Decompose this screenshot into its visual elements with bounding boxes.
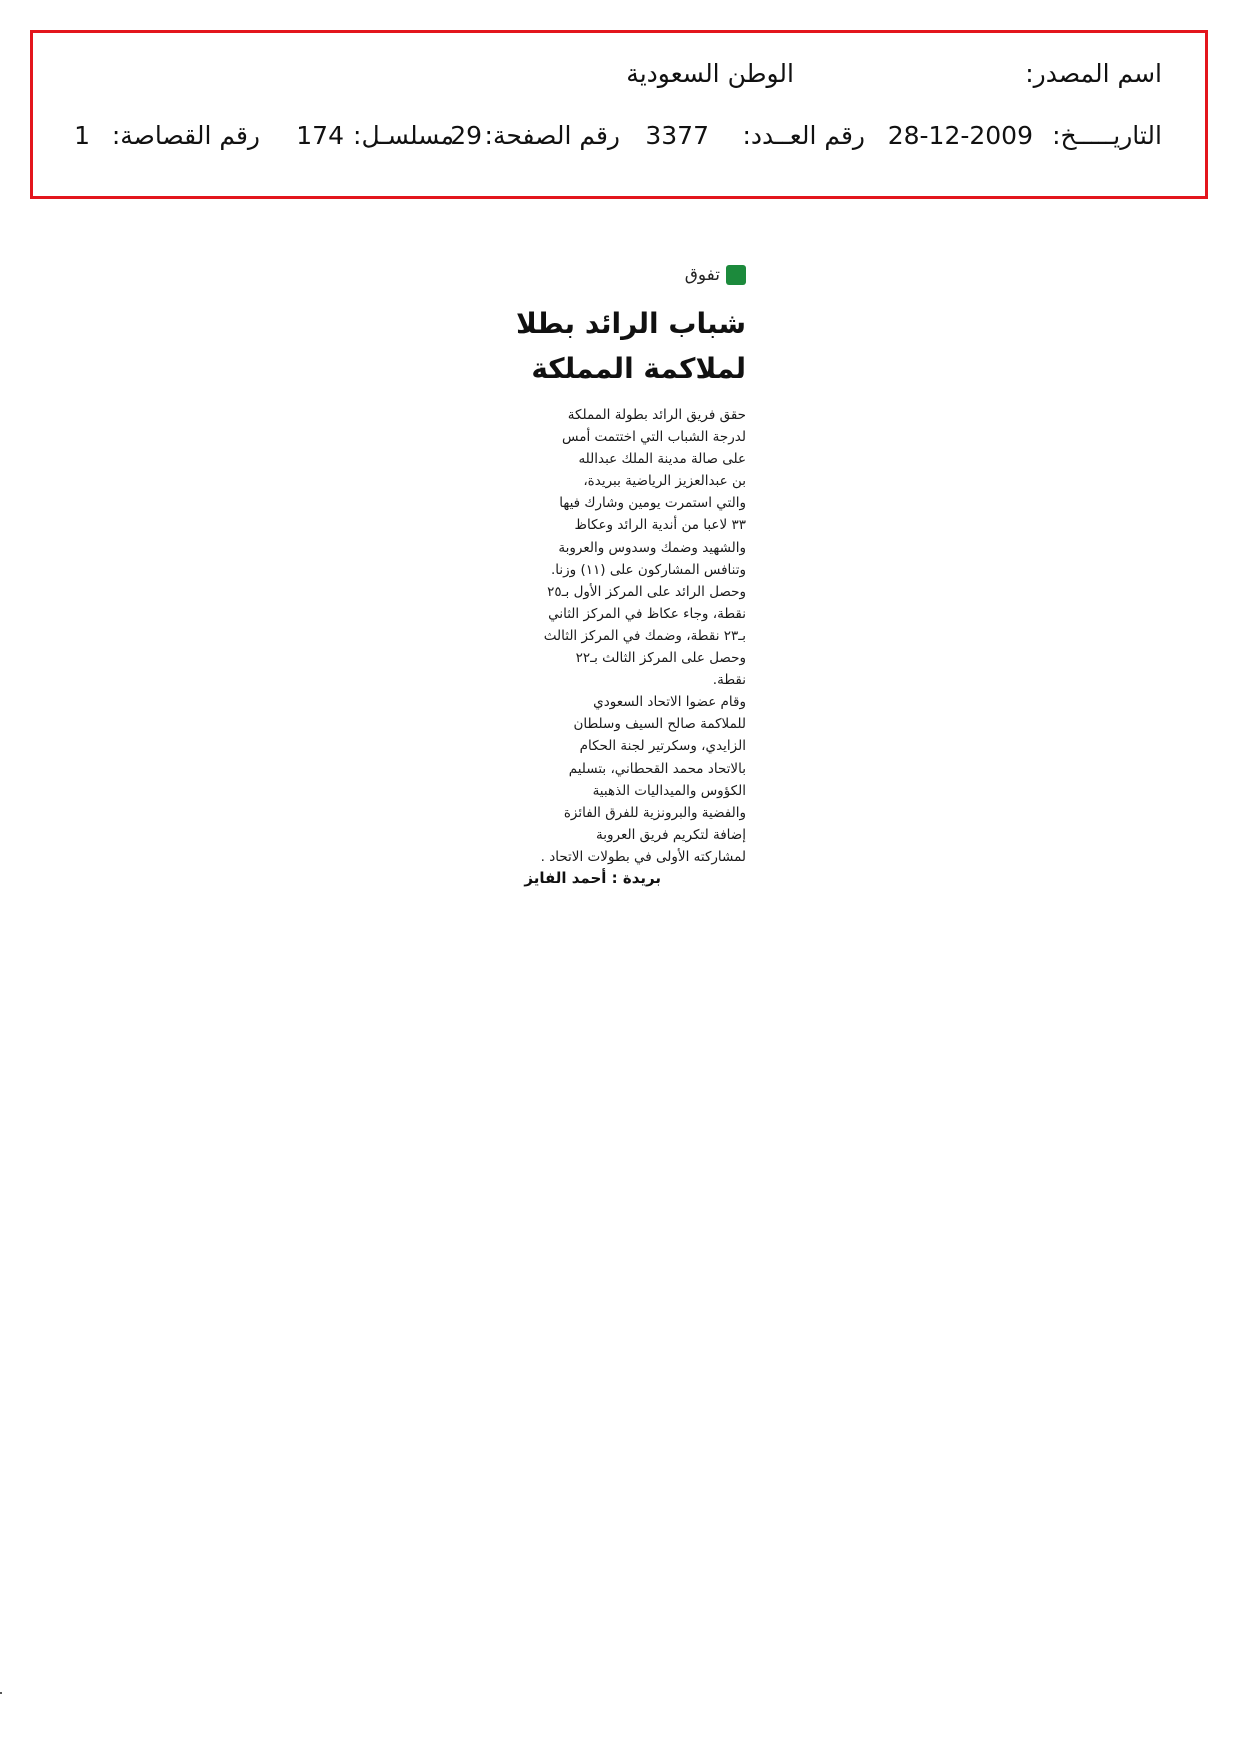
body-line: بـ٢٣ نقطة، وضمك في المركز الثالث [543, 627, 746, 644]
body-line: وقام عضوا الاتحاد السعودي [593, 694, 746, 711]
body-line: الكؤوس والميداليات الذهبية [592, 782, 746, 799]
body-line: إضافة لتكريم فريق العروبة [596, 826, 746, 843]
body-line: على صالة مدينة الملك عبدالله [578, 451, 746, 468]
clip-number-value: 1 [74, 121, 90, 150]
article-body [510, 404, 746, 868]
issue-value: 3377 [645, 121, 709, 150]
headline-line: لملاكمة المملكة [531, 352, 746, 385]
body-line: الزايدي، وسكرتير لجنة الحكام [579, 738, 746, 755]
body-line: نقطة، وجاء عكاظ في المركز الثاني [548, 605, 746, 622]
scan-speck [0, 1692, 2, 1694]
serial-value: 174 [296, 121, 344, 150]
date-value: 28-12-2009 [887, 121, 1033, 150]
body-line: بن عبدالعزيز الرياضية ببريدة، [583, 473, 746, 490]
headline-line: شباب الرائد بطلا [516, 307, 746, 340]
body-line: والشهيد وضمك وسدوس والعروبة [558, 539, 746, 556]
date-label: التاريـــــخ: [1052, 121, 1162, 150]
article-byline: بريدة : أحمد الفايز [524, 869, 661, 887]
page-value: 29 [450, 121, 482, 150]
body-line: والفضية والبرونزية للفرق الفائزة [563, 804, 746, 821]
issue-label: رقم العــدد: [742, 121, 865, 150]
source-label: اسم المصدر: [1025, 59, 1162, 88]
body-line: ٣٣ لاعبا من أندية الرائد وعكاظ [574, 517, 746, 534]
body-line: حقق فريق الرائد بطولة المملكة [567, 407, 746, 423]
source-value: الوطن السعودية [626, 59, 794, 88]
clipping-metadata-box [30, 30, 1208, 199]
article-headline [510, 301, 746, 391]
body-line: وحصل على المركز الثالث بـ٢٢ [575, 650, 746, 667]
kicker-square-icon [726, 265, 746, 285]
page-label: رقم الصفحة: [484, 121, 620, 150]
serial-label: مسلسـل: [353, 121, 454, 150]
body-line: للملاكمة صالح السيف وسلطان [573, 716, 746, 733]
body-line: والتي استمرت يومين وشارك فيها [559, 495, 746, 512]
kicker-label: تفوق [684, 265, 720, 285]
body-line: وحصل الرائد على المركز الأول بـ٢٥ [547, 583, 746, 600]
body-line: لدرجة الشباب التي اختتمت أمس [562, 429, 746, 446]
body-line: وتنافس المشاركون على (١١) وزنا. [551, 561, 746, 578]
body-line: لمشاركته الأولى في بطولات الاتحاد . [540, 848, 746, 865]
body-line: نقطة. [712, 672, 746, 689]
article-kicker [685, 262, 746, 288]
body-line: بالاتحاد محمد القحطاني، بتسليم [568, 760, 746, 777]
clip-number-label: رقم القصاصة: [111, 121, 260, 150]
